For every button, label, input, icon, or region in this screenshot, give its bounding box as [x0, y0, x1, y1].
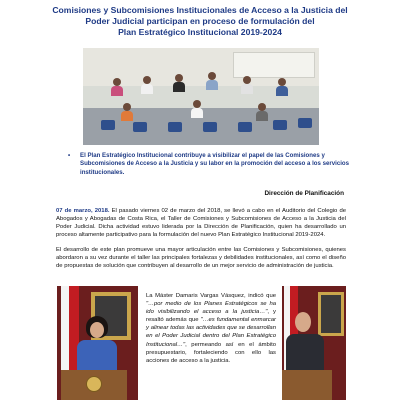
attendee-body: [241, 84, 253, 94]
attendee: [278, 78, 286, 86]
speaker-photo-left: [57, 286, 138, 400]
attendee-body: [111, 86, 123, 96]
auditorium-chair: [298, 118, 312, 128]
auditorium-chair: [273, 120, 287, 130]
title-line-2: Poder Judicial participan en proceso de formulación del: [85, 16, 315, 26]
quote-mid: , y resaltó además que: [146, 309, 276, 324]
quote-part-1: "…por medio de los Planes Estratégicos se ha ido visibilizando el acceso a la justicia…": [146, 301, 276, 316]
paragraph-2: El desarrollo de este plan promueve una mayor articulación entre las Comisiones y Subcomisiones, quienes abordaron a su vez durante el taller las principales fortalezas y debilidades institucionales, así como el diseño de propuestas de solución que contribuyen al desarrollo de un mejor servicio de administración de justicia.: [56, 247, 346, 269]
photo-window: [233, 52, 315, 78]
attendee-body: [256, 111, 268, 121]
quote-intro: La Máster Damaris Vargas Vásquez, indicó que: [146, 293, 276, 299]
quote-part-2: "…es fundamental enmarcar y alinear todas las actividades que se desarrollan en el Poder Judicial dentro del Plan Estratégico Institucional…": [146, 317, 276, 348]
auditorium-chair: [203, 122, 217, 132]
attendee: [143, 76, 151, 84]
speaker-body: [286, 334, 324, 374]
podium: [282, 370, 332, 400]
attendee: [243, 76, 251, 84]
attendee: [258, 103, 266, 111]
portrait-painting: [321, 295, 341, 333]
attendee-body: [206, 80, 218, 90]
podium-seal: [86, 376, 102, 392]
speaker-face: [295, 312, 311, 332]
auditorium-chair: [133, 122, 147, 132]
attendee: [175, 74, 183, 82]
title-line-1: Comisiones y Subcomisiones Institucionales de Acceso a la Justicia del: [52, 5, 348, 15]
auditorium-chair: [101, 120, 115, 130]
attendee: [123, 103, 131, 111]
speaker-face: [90, 322, 104, 338]
quote-end: , permeando así en el ámbito presupuestario, fortaleciendo con ello las acciones de acceso a la justicia.: [146, 341, 276, 364]
highlight-bullet: [68, 152, 356, 177]
bullet-text: El Plan Estratégico Institucional contribuye a visibilizar el papel de las Comisiones y Subcomisiones de Acceso a la Justicia y su labor en la promoción del acceso a los servicios institucionales.: [80, 152, 350, 176]
auditorium-chair: [238, 122, 252, 132]
paragraph-1: [56, 207, 346, 239]
bullet-marker: •: [68, 152, 71, 159]
attendee-body: [141, 84, 153, 94]
attendee-body: [173, 82, 185, 92]
speaker-body: [77, 340, 117, 374]
paragraph-date: 07 de marzo, 2018.: [56, 208, 110, 214]
attendee: [208, 72, 216, 80]
paragraph-1-text: El pasado viernes 02 de marzo del 2018, se llevó a cabo en el Auditorio del Colegio de Abogados y Abogadas de Costa Rica, el Taller de Comisiones y Subcomisiones de Acceso a la Justicia del Poder Judicial. Dicha actividad estuvo liderada por la Dirección de Planificación, quien ha desarrollado un proceso altamente participativo para la formulación del nuevo Plan Estratégico Institucional 2019-2024.: [56, 208, 346, 238]
auditorium-photo: [83, 48, 319, 145]
attendee-body: [276, 86, 288, 96]
auditorium-chair: [168, 122, 182, 132]
attendee-body: [121, 111, 133, 121]
attendee: [193, 100, 201, 108]
attendee: [113, 78, 121, 86]
attendee-body: [191, 108, 203, 118]
speaker-quote: [146, 292, 276, 365]
title-line-3: Plan Estratégico Institucional 2019-2024: [118, 27, 282, 37]
department-name: Dirección de Planificación: [264, 190, 344, 197]
speaker-photo-right: [282, 286, 346, 400]
article-title: [40, 5, 360, 38]
